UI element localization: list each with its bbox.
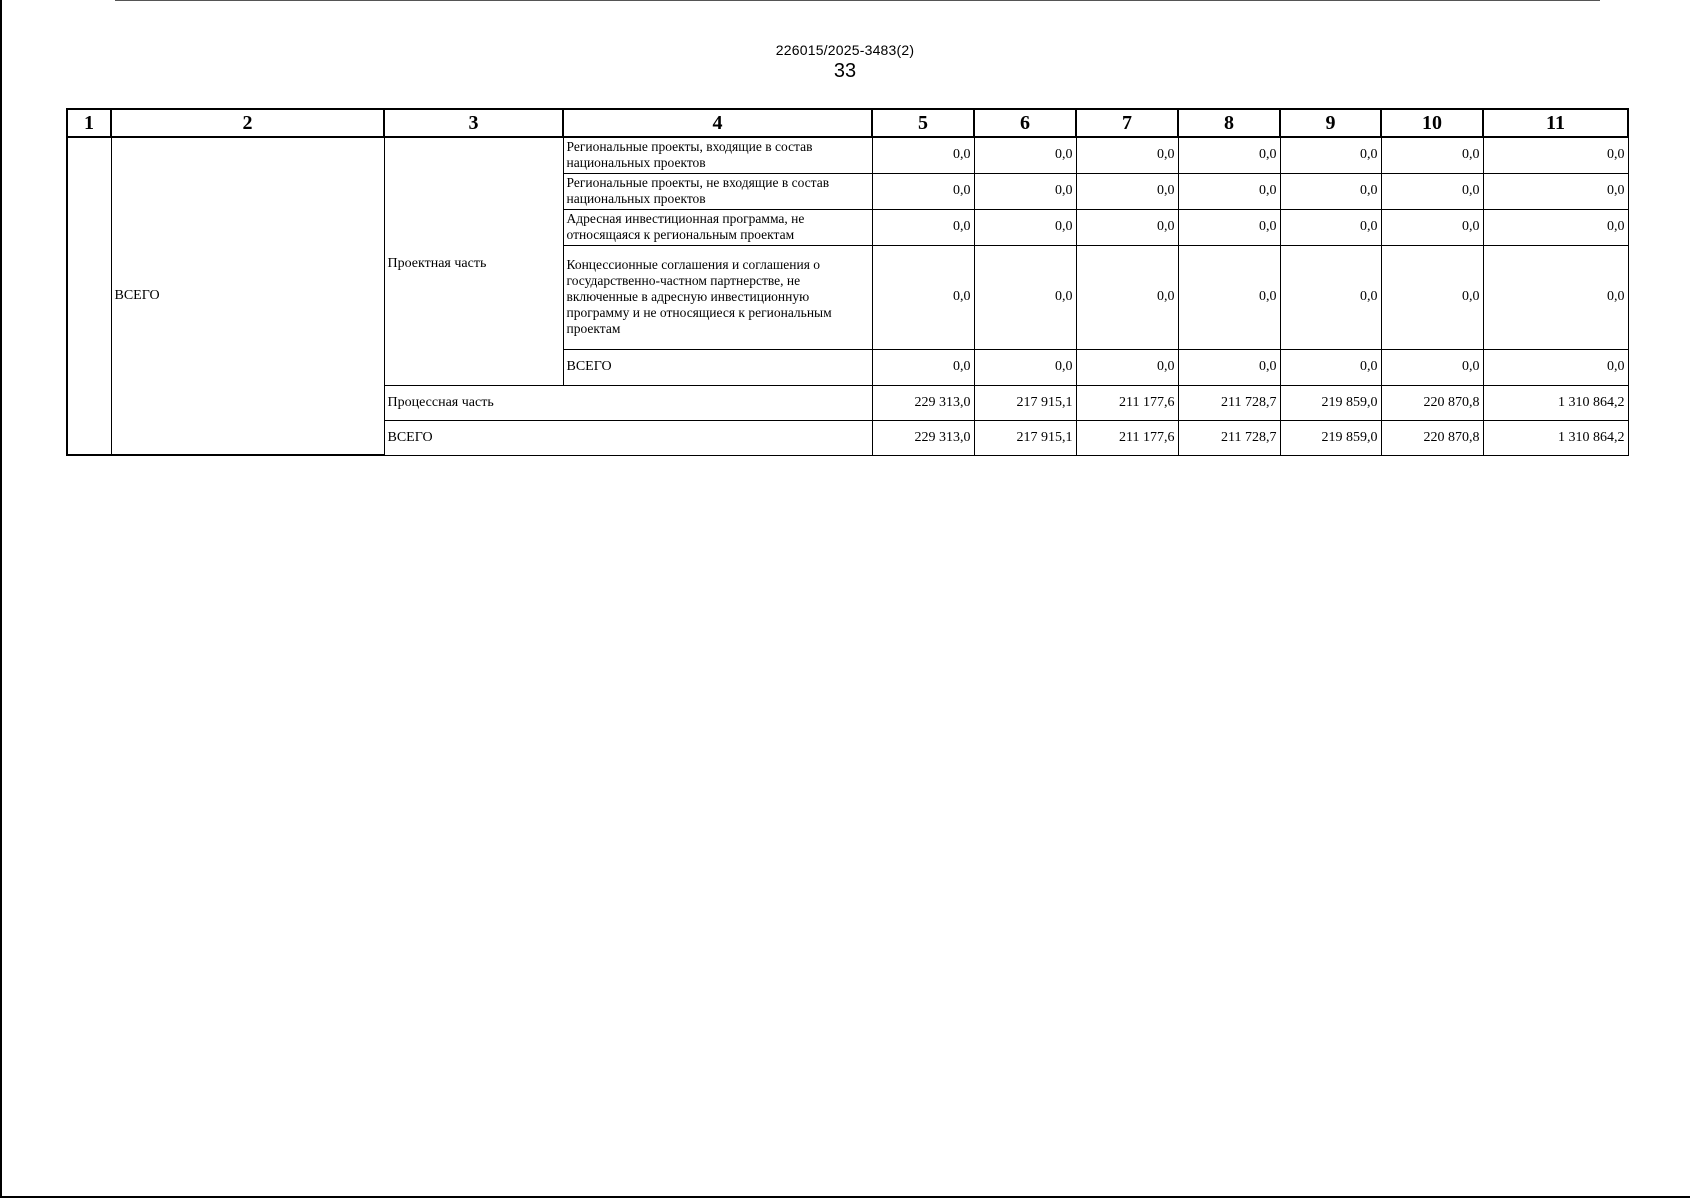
value-cell: 229 313,0 [872,385,974,420]
value-cell: 0,0 [1178,209,1280,245]
column-header: 1 [67,109,111,137]
value-cell: 0,0 [1483,245,1628,349]
column-header: 6 [974,109,1076,137]
column-header: 3 [384,109,563,137]
value-cell: 0,0 [1381,137,1483,173]
column-header-row [67,109,1628,137]
row-label: ВСЕГО [563,349,872,385]
value-cell: 0,0 [1280,349,1381,385]
process-part-label: Процессная часть [384,385,872,420]
value-cell: 219 859,0 [1280,385,1381,420]
value-cell: 0,0 [1076,137,1178,173]
column-header: 4 [563,109,872,137]
value-cell: 0,0 [872,137,974,173]
column-header: 8 [1178,109,1280,137]
value-cell: 0,0 [872,209,974,245]
project-part-label: Проектная часть [384,137,563,385]
column-header: 5 [872,109,974,137]
value-cell: 0,0 [1483,209,1628,245]
document-number: 226015/2025-3483(2) [775,42,915,58]
row-label: Адресная инвестиционная программа, не относящаяся к региональным проектам [563,209,872,245]
value-cell: 0,0 [1178,245,1280,349]
value-cell: 0,0 [1381,245,1483,349]
value-cell: 220 870,8 [1381,385,1483,420]
column-header: 2 [111,109,384,137]
value-cell: 0,0 [872,245,974,349]
value-cell: 0,0 [974,349,1076,385]
value-cell: 0,0 [1381,209,1483,245]
table-row [67,137,1628,173]
value-cell: 0,0 [1280,173,1381,209]
value-cell: 0,0 [1280,245,1381,349]
value-cell: 0,0 [1178,137,1280,173]
value-cell: 217 915,1 [974,420,1076,455]
value-cell: 1 310 864,2 [1483,385,1628,420]
value-cell: 0,0 [1483,349,1628,385]
value-cell: 211 728,7 [1178,420,1280,455]
value-cell: 0,0 [872,173,974,209]
top-rule [115,0,1600,1]
value-cell: 0,0 [1381,349,1483,385]
value-cell: 219 859,0 [1280,420,1381,455]
column-header: 7 [1076,109,1178,137]
column-header: 9 [1280,109,1381,137]
value-cell: 211 177,6 [1076,420,1178,455]
value-cell: 0,0 [1076,349,1178,385]
column-header: 10 [1381,109,1483,137]
row-label: Региональные проекты, входящие в состав национальных проектов [563,137,872,173]
value-cell: 211 728,7 [1178,385,1280,420]
value-cell: 0,0 [872,349,974,385]
value-cell: 220 870,8 [1381,420,1483,455]
budget-table [66,108,1629,456]
value-cell: 0,0 [974,209,1076,245]
value-cell: 0,0 [1280,137,1381,173]
row-number-cell [67,137,111,455]
grand-total-label: ВСЕГО [384,420,872,455]
value-cell: 1 310 864,2 [1483,420,1628,455]
row-label: Концессионные соглашения и соглашения о государственно-частном партнерстве, не включенные в адресную инвестиционную программу и не относящиеся к региональным проектам [563,245,872,349]
value-cell: 0,0 [1381,173,1483,209]
value-cell: 0,0 [1178,349,1280,385]
value-cell: 229 313,0 [872,420,974,455]
total-label-cell: ВСЕГО [111,137,384,455]
value-cell: 0,0 [1076,245,1178,349]
column-header: 11 [1483,109,1628,137]
value-cell: 0,0 [1483,173,1628,209]
value-cell: 0,0 [1076,209,1178,245]
value-cell: 0,0 [1280,209,1381,245]
page-number: 33 [833,60,857,82]
value-cell: 0,0 [1178,173,1280,209]
value-cell: 0,0 [1076,173,1178,209]
value-cell: 0,0 [974,245,1076,349]
value-cell: 0,0 [1483,137,1628,173]
value-cell: 0,0 [974,173,1076,209]
value-cell: 0,0 [974,137,1076,173]
row-label: Региональные проекты, не входящие в состав национальных проектов [563,173,872,209]
value-cell: 217 915,1 [974,385,1076,420]
value-cell: 211 177,6 [1076,385,1178,420]
